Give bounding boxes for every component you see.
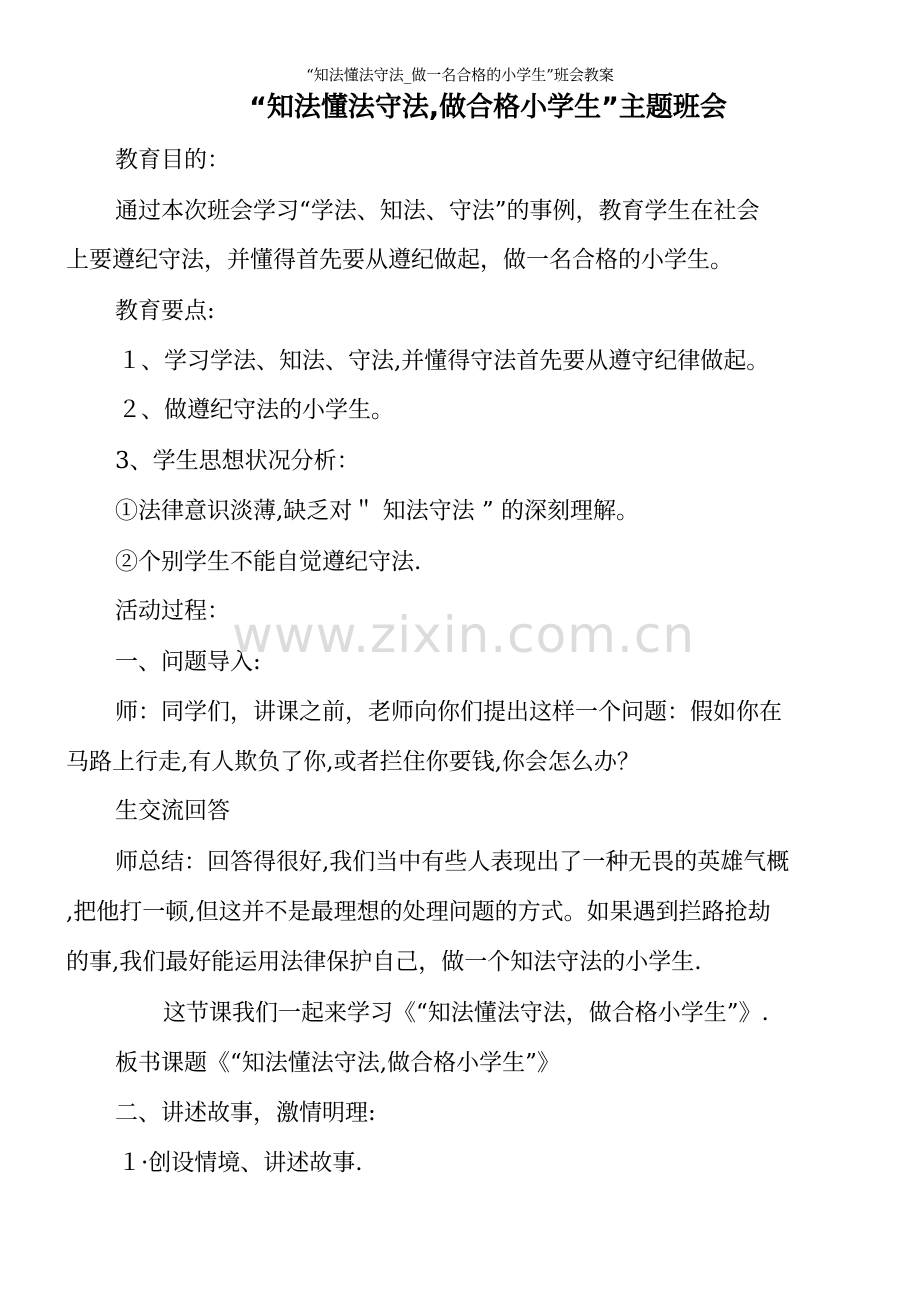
document-title: “知法懂法守法,做合格小学生”主题班会 (249, 92, 727, 123)
paragraph-student-answer: 生交流回答 (115, 798, 230, 824)
paragraph-teacher-question-2: 马路上行走,有人欺负了你,或者拦住你要钱,你会怎么办？ (66, 749, 640, 775)
list-item-analysis-1: ①法律意识淡薄,缺乏对＂ 知法守法 ” 的深刻理解。 (115, 498, 640, 524)
paragraph-board-title: 板书课题《“知法懂法守法,做合格小学生”》 (115, 1050, 560, 1076)
paragraph-education-goal-text-1: 通过本次班会学习“学法、知法、守法”的事例，教育学生在社会 (115, 198, 760, 224)
list-item-analysis-2: ②个别学生不能自觉遵纪守法. (115, 549, 422, 575)
watermark: www.zixin.com.cn (232, 606, 696, 664)
paragraph-teacher-summary-3: 的事,我们最好能运用法律保护自己，做一个知法守法的小学生. (66, 949, 702, 975)
section-heading-storytelling: 二、讲述故事，激情明理: (115, 1100, 376, 1126)
paragraph-teacher-summary-2: ,把他打一顿,但这并不是最理想的处理问题的方式。如果遇到拦路抢劫 (66, 899, 771, 925)
running-header: “知法懂法守法_做一名合格的小学生”班会教案 (306, 66, 614, 84)
paragraph-key-points-heading: 教育要点: (115, 298, 215, 324)
paragraph-education-goal-heading: 教育目的： (115, 147, 230, 173)
list-item-key-point-3: 3、学生思想状况分析： (115, 448, 360, 474)
paragraph-activity-heading: 活动过程： (115, 598, 230, 624)
list-item-key-point-1: １、学习学法、知法、守法,并懂得守法首先要从遵守纪律做起。 (118, 348, 770, 374)
paragraph-lesson-intro: 这节课我们一起来学习《“知法懂法守法，做合格小学生”》. (163, 1000, 769, 1026)
paragraph-education-goal-text-2: 上要遵纪守法，并懂得首先要从遵纪做起，做一名合格的小学生。 (66, 247, 733, 273)
paragraph-teacher-question-1: 师：同学们，讲课之前，老师向你们提出这样一个问题：假如你在 (115, 699, 782, 725)
section-heading-question-intro: 一、问题导入: (115, 649, 261, 675)
list-item-key-point-2: ２、做遵纪守法的小学生。 (118, 397, 394, 423)
list-item-story-step-1: １·创设情境、讲述故事. (118, 1150, 363, 1176)
paragraph-teacher-summary-1: 师总结：回答得很好,我们当中有些人表现出了一种无畏的英雄气概 (115, 849, 790, 875)
